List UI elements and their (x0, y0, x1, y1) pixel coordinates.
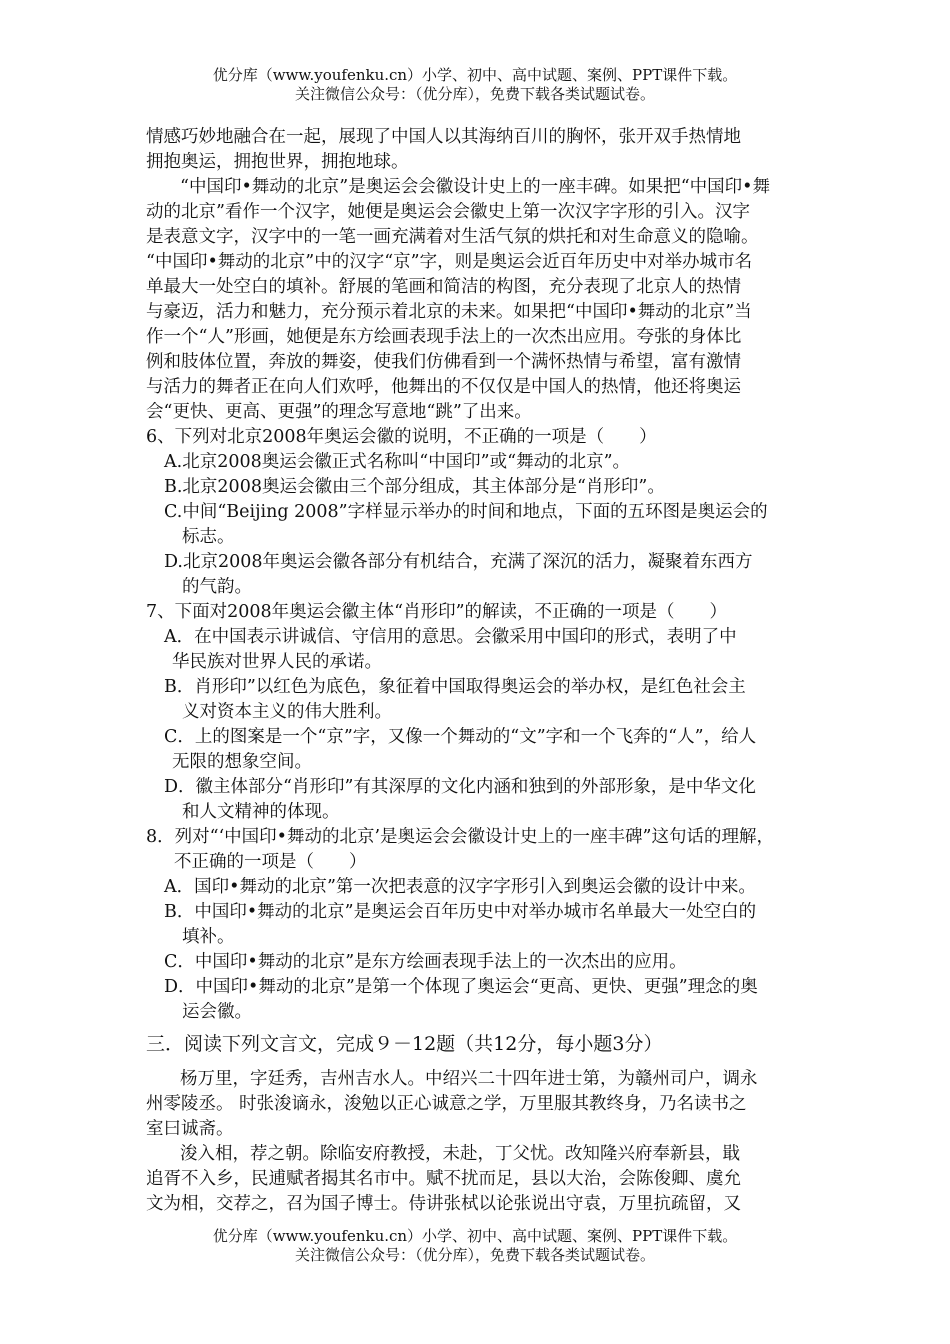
question-8-option-b-cont: 填补。 (182, 927, 235, 947)
header-line-2: 关注微信公众号：（优分库），免费下载各类试题试卷。 (294, 85, 655, 103)
question-6-option-c: C.中间“Beijing 2008”字样显示举办的时间和地点，下面的五环图是奥运会的 (164, 502, 768, 522)
classical-line: 浚入相，荐之朝。除临安府教授，未赴，丁父忧。改知隆兴府奉新县，戢 (180, 1144, 740, 1164)
question-6-option-a: A.北京2008奥运会徽正式名称叫“中国印”或“舞动的北京”。 (164, 452, 631, 472)
question-8-option-c: C．中国印•舞动的北京”是东方绘画表现手法上的一次杰出的应用。 (164, 952, 687, 972)
passage-line: 动的北京”看作一个汉字，她便是奥运会会徽史上第一次汉字字形的引入。汉字 (146, 202, 750, 222)
question-7-option-a: A．在中国表示讲诚信、守信用的意思。会徽采用中国印的形式，表明了中 (164, 627, 737, 647)
question-8-option-a: A．国印•舞动的北京”第一次把表意的汉字字形引入到奥运会徽的设计中来。 (164, 877, 756, 897)
question-7-option-b: B．肖形印”以红色为底色，象征着中国取得奥运会的举办权，是红色社会主 (164, 677, 746, 697)
question-6-option-b: B.北京2008奥运会徽由三个部分组成，其主体部分是“肖形印”。 (164, 477, 665, 497)
question-7-option-c-cont: 无限的想象空间。 (172, 752, 312, 772)
passage-line: 与豪迈，活力和魅力，充分预示着北京的未来。如果把“中国印•舞动的北京”当 (146, 302, 752, 322)
question-8-stem-cont: 不正确的一项是（ ） (174, 852, 367, 872)
classical-line: 追胥不入乡，民逋赋者揭其名市中。赋不扰而足，县以大治，会陈俊卿、虞允 (146, 1169, 741, 1189)
question-6-option-c-cont: 标志。 (182, 527, 235, 547)
question-7-stem: 7、下面对2008年奥运会徽主体“肖形印”的解读，不正确的一项是（ ） (146, 602, 728, 622)
passage-line: “中国印•舞动的北京”是奥运会会徽设计史上的一座丰碑。如果把“中国印•舞 (180, 177, 770, 197)
question-7-option-b-cont: 义对资本主义的伟大胜利。 (182, 702, 392, 722)
passage-line: “中国印•舞动的北京”中的汉字“京”字，则是奥运会近百年历史中对举办城市名 (146, 252, 753, 272)
question-7-option-d-cont: 和人文精神的体现。 (182, 802, 340, 822)
passage-line: 例和肢体位置，奔放的舞姿，使我们仿佛看到一个满怀热情与希望，富有激情 (146, 352, 741, 372)
question-8-stem: 8．列对“‘中国印•舞动的北京’是奥运会会徽设计史上的一座丰碑”这句话的理解， (146, 827, 774, 847)
question-7-option-a-cont: 华民族对世界人民的承诺。 (172, 652, 382, 672)
passage-line: 情感巧妙地融合在一起，展现了中国人以其海纳百川的胸怀，张开双手热情地 (146, 127, 741, 147)
question-8-option-d-cont: 运会徽。 (182, 1002, 252, 1022)
passage-line: 与活力的舞者正在向人们欢呼，他舞出的不仅仅是中国人的热情，他还将奥运 (146, 377, 741, 397)
question-6-option-d-cont: 的气韵。 (182, 577, 252, 597)
classical-line: 州零陵丞。 时张浚谪永，浚勉以正心诚意之学，万里服其教终身，乃名读书之 (146, 1094, 747, 1114)
question-7-option-d: D．徽主体部分“肖形印”有其深厚的文化内涵和独到的外部形象，是中华文化 (164, 777, 756, 797)
header-line-1: 优分库（www.youfenku.cn）小学、初中、高中试题、案例、PPT课件下载。 (212, 66, 738, 84)
passage-line: 单最大一处空白的填补。舒展的笔画和简洁的构图，充分表现了北京人的热情 (146, 277, 741, 297)
page-footer (0, 1227, 950, 1265)
footer-line-1: 优分库（www.youfenku.cn）小学、初中、高中试题、案例、PPT课件下载。 (212, 1227, 738, 1245)
page-header (0, 66, 950, 104)
passage-line: 会“更快、更高、更强”的理念写意地“跳”了出来。 (146, 402, 532, 422)
passage-line: 是表意文字，汉字中的一笔一画充满着对生活气氛的烘托和对生命意义的隐喻。 (146, 227, 759, 247)
classical-line: 文为相，交荐之，召为国子博士。侍讲张栻以论张说出守袁，万里抗疏留，又 (146, 1194, 741, 1214)
passage-line: 作一个“人”形画，她便是东方绘画表现手法上的一次杰出应用。夸张的身体比 (146, 327, 742, 347)
question-6-stem: 6、下列对北京2008年奥运会徽的说明，不正确的一项是（ ） (146, 427, 657, 447)
classical-line: 杨万里，字廷秀，吉州吉水人。中绍兴二十四年进士第，为赣州司户，调永 (180, 1069, 758, 1089)
footer-line-2: 关注微信公众号：（优分库），免费下载各类试题试卷。 (294, 1246, 655, 1264)
classical-line: 室曰诚斋。 (146, 1119, 234, 1139)
passage-line: 拥抱奥运，拥抱世界，拥抱地球。 (146, 152, 409, 172)
question-6-option-d: D.北京2008年奥运会徽各部分有机结合，充满了深沉的活力，凝聚着东西方 (164, 552, 753, 572)
section-3-heading: 三．阅读下列文言文，完成９－12题（共12分，每小题3分） (146, 1033, 663, 1055)
question-8-option-b: B．中国印•舞动的北京”是奥运会百年历史中对举办城市名单最大一处空白的 (164, 902, 757, 922)
question-7-option-c: C．上的图案是一个“京”字，又像一个舞动的“文”字和一个飞奔的“人”，给人 (164, 727, 757, 747)
question-8-option-d: D．中国印•舞动的北京”是第一个体现了奥运会“更高、更快、更强”理念的奥 (164, 977, 758, 997)
document-body (146, 125, 810, 1217)
